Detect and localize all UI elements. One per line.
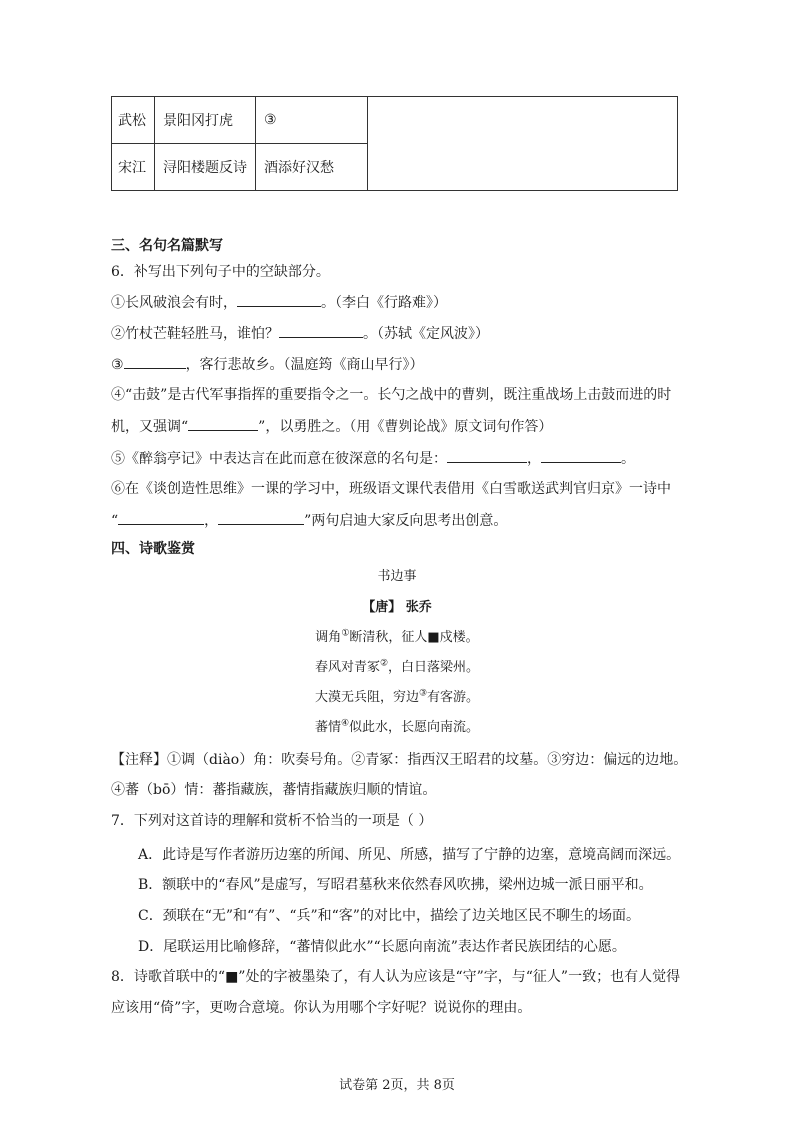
table-cell-event: 景阳冈打虎: [155, 97, 256, 144]
fill-text: 。（李白《行路难》）: [321, 295, 447, 311]
annotation-line-2: ④蕃（bō）情：蕃指藏族，蕃情指藏族归顺的情谊。: [111, 782, 437, 798]
table-cell-name: 宋江: [112, 144, 155, 191]
answer-blank[interactable]: [447, 448, 527, 463]
fill-text: 。: [621, 451, 635, 467]
poem-line-4: [0, 716, 794, 735]
table-row: [112, 97, 678, 144]
answer-blank[interactable]: [118, 510, 204, 525]
footnote-mark: ②: [379, 658, 389, 669]
table-cell-event: 浔阳楼题反诗: [155, 144, 256, 191]
character-table: [111, 96, 678, 191]
table-cell-note: 酒添好汉愁: [256, 144, 368, 191]
poem-line-1: [0, 626, 794, 645]
poem-text: 有客游。: [427, 690, 480, 705]
answer-blank[interactable]: [541, 448, 621, 463]
option-b[interactable]: B．额联中的“春风”是虚写，写昭君墓秋来依然春风吹拂，梁州边城一派日丽平和。: [138, 877, 653, 893]
table-cell-note: ③: [256, 97, 368, 144]
answer-blank[interactable]: [279, 323, 363, 338]
fill-line-5: [111, 416, 552, 437]
answer-blank[interactable]: [124, 354, 186, 369]
fill-line-1: [111, 292, 447, 313]
fill-text: ”，以勇胜之。（用《曹刿论战》原文词句作答）: [258, 419, 553, 435]
fill-text: ⑤《醉翁亭记》中表达言在此而意在彼深意的名句是：: [111, 451, 447, 467]
fill-text: ①长风破浪会有时，: [111, 295, 237, 311]
answer-blank[interactable]: [188, 416, 258, 431]
fill-text: 机，又强调“: [111, 419, 189, 435]
fill-text: ②竹杖芒鞋轻胜马，谁怕？: [111, 326, 279, 342]
answer-blank[interactable]: [237, 292, 321, 307]
poem-text: 大漠无兵阻，穷边: [314, 690, 419, 705]
fill-line-7: ⑥在《谈创造性思维》一课的学习中，班级语文课代表借用《白雪歌送武判官归京》一诗中: [111, 481, 671, 497]
fill-line-8: [111, 510, 507, 531]
poem-line-2: [0, 656, 794, 675]
footnote-mark: ①: [341, 628, 350, 639]
section-heading-3: 三、名句名篇默写: [111, 238, 223, 254]
question-8-line-2: 应该用“倚”字，更吻合意境。你认为用哪个字好呢？说说你的理由。: [111, 1000, 532, 1016]
fill-line-6: [111, 448, 635, 469]
fill-line-4: ④“击鼓”是古代军事指挥的重要指令之一。长勺之战中的曹刿，既注重战场上击鼓而进的时: [111, 387, 672, 403]
question-8-line-1: 8．诗歌首联中的“■”处的字被墨染了，有人认为应该是“守”字，与“征人”一致；也有人觉得: [111, 969, 681, 985]
poem-text: 春风对青冢: [314, 660, 380, 675]
section-heading-4: 四、诗歌鉴赏: [111, 541, 195, 557]
fill-text: ，客行悲故乡。（温庭筠《商山早行》）: [185, 357, 424, 373]
poem-text: 调角: [315, 630, 342, 645]
option-a[interactable]: A．此诗是写作者游历边塞的所闻、所见、所感，描写了宁静的边塞，意境高阔而深远。: [138, 847, 681, 863]
poem-author: 【唐】 张乔: [362, 600, 432, 615]
fill-text: ③: [111, 357, 124, 373]
footnote-mark: ④: [340, 718, 350, 729]
question-7: 7．下列对这首诗的理解和赏析不恰当的一项是（ ）: [111, 813, 433, 829]
fill-line-2: [111, 323, 489, 344]
option-c[interactable]: C．颈联在“无”和“有”、“兵”和“客”的对比中，描绘了边关地区民不聊生的场面。: [138, 908, 640, 924]
question-6: 6．补写出下列句子中的空缺部分。: [111, 264, 330, 280]
fill-text: ，: [204, 513, 219, 529]
fill-text: ，: [527, 451, 541, 467]
fill-text: ”两句启迪大家反向思考出创意。: [304, 513, 508, 529]
poem-title: 书边事: [377, 569, 417, 584]
table-cell-name: 武松: [112, 97, 155, 144]
option-d[interactable]: D．尾联运用比喻修辞，“蕃情似此水”“长愿向南流”表达作者民族团结的心愿。: [138, 939, 626, 955]
fill-text: 。（苏轼《定风波》）: [363, 326, 489, 342]
answer-blank[interactable]: [218, 510, 304, 525]
footnote-mark: ③: [418, 688, 428, 699]
poem-text: 似此水，长愿向南流。: [349, 720, 480, 735]
poem-text: ，白日落梁州。: [388, 660, 480, 675]
annotation-line-1: 【注释】①调（diào）角：吹奏号角。②青冢：指西汉王昭君的坟墓。③穷边：偏远的边地。: [111, 752, 688, 768]
poem-text: 断清秋，征人■戍楼。: [349, 630, 479, 645]
page-footer: 试卷第 2页，共 8页: [339, 1078, 455, 1093]
fill-text: “: [111, 513, 119, 529]
poem-line-3: [0, 686, 794, 705]
table-cell-empty: [368, 97, 678, 191]
poem-text: 蕃情: [314, 720, 341, 735]
fill-line-3: [111, 354, 424, 375]
